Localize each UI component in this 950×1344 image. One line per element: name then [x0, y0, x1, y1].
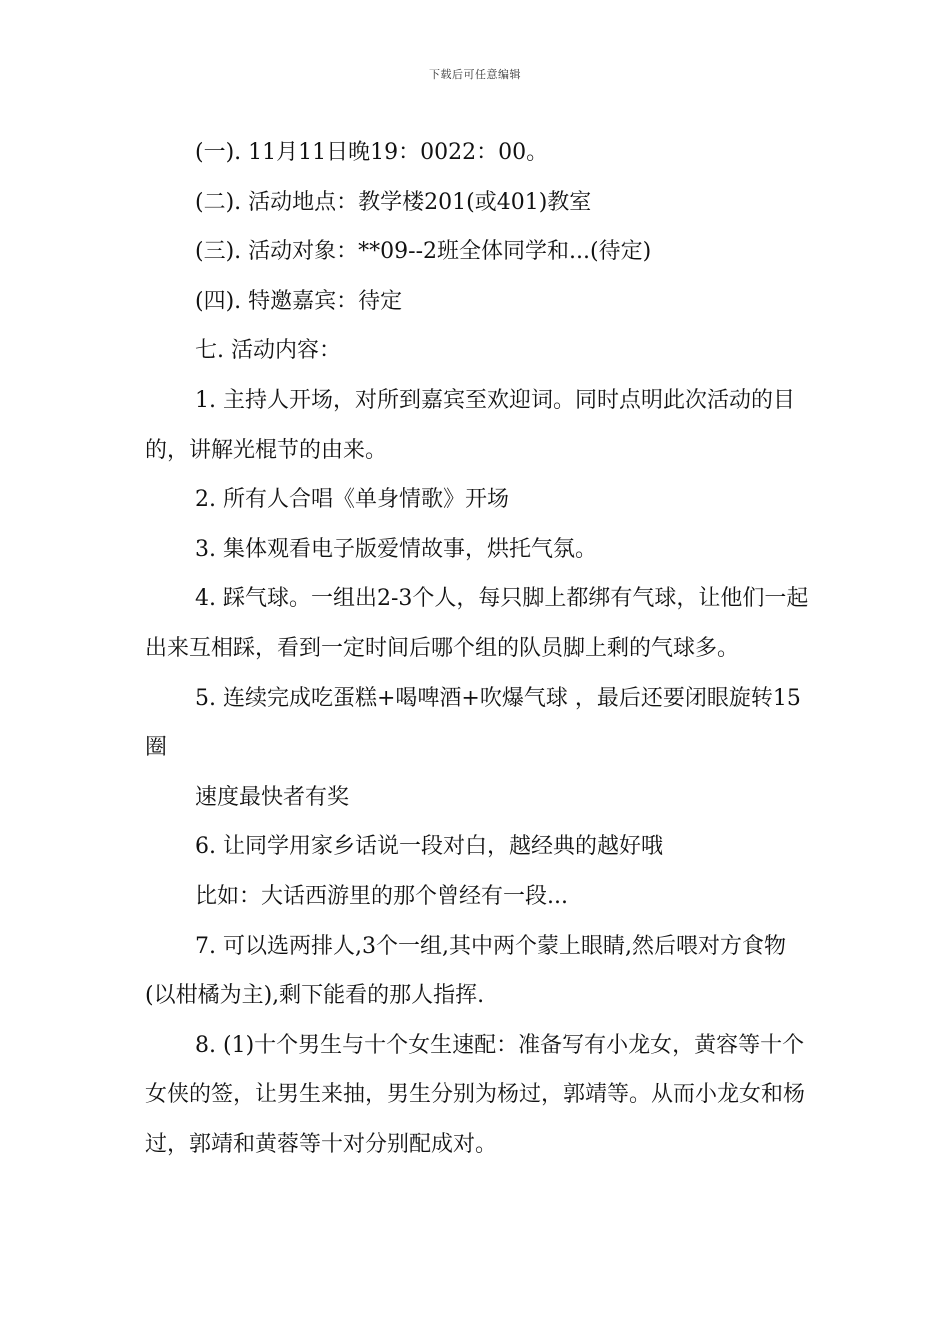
paragraph-time: (一). 11月11日晚19：0022：00。 — [195, 140, 549, 165]
list-item-6: 6. 让同学用家乡话说一段对白，越经典的越好哦 — [195, 834, 663, 860]
paragraph-audience: (三). 活动对象：**09--2班全体同学和...(待定) — [195, 239, 652, 265]
list-item-3: 3. 集体观看电子版爱情故事，烘托气氛。 — [195, 536, 597, 562]
list-item-6-note: 比如：大话西游里的那个曾经有一段... — [195, 883, 568, 909]
document-body — [145, 128, 810, 1169]
list-item-1: 1. 主持人开场，对所到嘉宾至欢迎词。同时点明此次活动的目的，讲解光棍节的由来。 — [145, 387, 795, 463]
list-item-5: 5. 连续完成吃蛋糕+喝啤酒+吹爆气球 ，最后还要闭眼旋转15圈 — [145, 685, 801, 761]
paragraph-guests: (四). 特邀嘉宾：待定 — [195, 288, 403, 314]
paragraph-location: (二). 活动地点：教学楼201(或401)教室 — [195, 189, 592, 215]
list-item-5-note: 速度最快者有奖 — [195, 784, 350, 810]
section-heading-content: 七. 活动内容： — [195, 338, 341, 364]
list-item-2: 2. 所有人合唱《单身情歌》开场 — [195, 487, 509, 513]
list-item-4: 4. 踩气球。一组出2-3个人，每只脚上都绑有气球，让他们一起出来互相踩，看到一定时间后哪个组的队员脚上剩的气球多。 — [145, 586, 809, 661]
list-item-8: 8. (1)十个男生与十个女生速配：准备写有小龙女，黄容等十个女侠的签，让男生来抽，男生分别为杨过，郭靖等。从而小龙女和杨过，郭靖和黄蓉等十对分别配成对。 — [145, 1032, 806, 1157]
page-header-note: 下载后可任意编辑 — [429, 68, 521, 81]
list-item-7: 7. 可以选两排人,3个一组,其中两个蒙上眼睛,然后喂对方食物(以柑橘为主),剩下能看的那人指挥. — [145, 933, 786, 1009]
